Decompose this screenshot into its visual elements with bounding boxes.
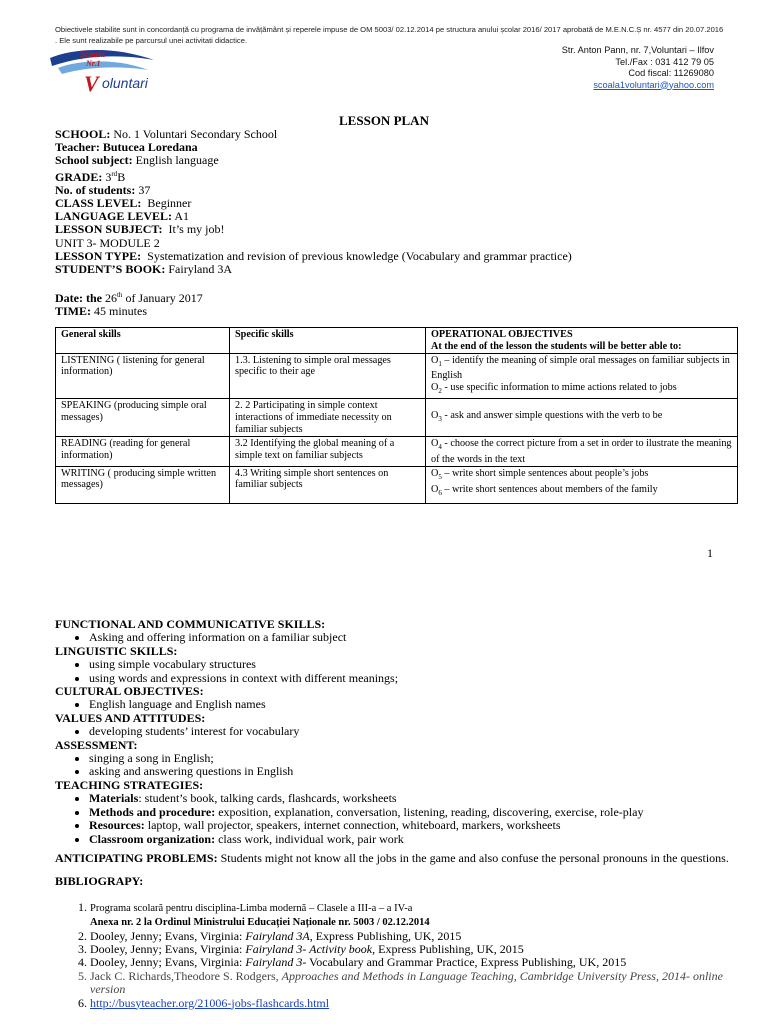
teaching-strategies-list xyxy=(55,792,745,846)
functional-skills-heading: FUNCTIONAL AND COMMUNICATIVE SKILLS: xyxy=(55,617,326,631)
info-unit: UNIT 3- MODULE 2 xyxy=(55,235,160,250)
info-lesson-subject: LESSON SUBJECT: It’s my job! xyxy=(55,222,225,237)
contact-phone: Tel./Fax : 031 412 79 05 xyxy=(615,56,714,67)
functional-skills-list xyxy=(55,631,745,644)
list-item: • Materials: student’s book, talking cards, flashcards, worksheets xyxy=(89,792,745,805)
contact-address: Str. Anton Pann, nr. 7,Voluntari – Ilfov xyxy=(561,45,714,55)
info-time: TIME: 45 minutes xyxy=(55,304,147,319)
info-date: Date: the 26th of January 2017 xyxy=(55,291,203,306)
skills-table xyxy=(55,327,738,504)
teaching-strategies-heading: TEACHING STRATEGIES: xyxy=(55,777,204,792)
school-contact xyxy=(562,45,714,91)
logo-initial: V xyxy=(84,71,99,96)
school-logo xyxy=(44,46,184,96)
bibliography-list xyxy=(55,901,745,1010)
list-item: • using simple vocabulary structures xyxy=(89,658,745,671)
logo-word: oluntari xyxy=(102,75,148,91)
info-lesson-type: LESSON TYPE: Systematization and revision of previous knowledge (Vocabulary and grammar practice) xyxy=(55,248,572,263)
values-list xyxy=(55,725,745,738)
list-item: • developing students’ interest for vocabulary xyxy=(89,725,745,738)
bibliography-item: 5. Jack C. Richards,Theodore S. Rodgers, Approaches and Methods in Language Teaching, Cambridge University Press, 2014- online version xyxy=(90,970,745,997)
info-language-level: LANGUAGE LEVEL: A1 xyxy=(55,209,190,224)
table-row: LISTENING ( listening for general information) 1.3. Listening to simple oral messages specific to their age $O_1$ – identify the meaning of simple oral messages on familiar subjects in English $O_2$ - use specific information to mime actions related to jobs xyxy=(56,353,738,398)
anticipating-problems: ANTICIPATING PROBLEMS: Students might not know all the jobs in the game and also confuse the personal pronouns in the questions. xyxy=(55,850,729,865)
contact-email-link[interactable]: scoala1voluntari@yahoo.com xyxy=(593,79,714,90)
table-row: READING (reading for general information) 3.2 Identifying the global meaning of a simple text on familiar subjects $O_4$ - choose the correct picture from a set in order to ilustrate the meaning of the words in the text xyxy=(56,437,738,467)
list-item: • Classroom organization: class work, individual work, pair work xyxy=(89,833,745,846)
header-objectives: OPERATIONAL OBJECTIVES At the end of the lesson the students will be better able to: xyxy=(426,328,738,354)
list-item: • Methods and procedure: exposition, explanation, conversation, listening, reading, discovering, exercise, role-play xyxy=(89,806,745,819)
bibliography-item: 4. Dooley, Jenny; Evans, Virginia: Fairyland 3- Vocabulary and Grammar Practice, Express Publishing, UK, 2015 xyxy=(90,956,745,969)
info-teacher: Teacher: Butucea Loredana xyxy=(55,140,198,155)
list-item: • using words and expressions in context with different meanings; xyxy=(89,672,745,685)
bibliography-heading: BIBLIOGRAPY: xyxy=(55,874,144,889)
document-title: LESSON PLAN xyxy=(339,113,429,128)
assessment-list xyxy=(55,752,745,779)
info-book: STUDENT’S BOOK: Fairyland 3A xyxy=(55,262,233,277)
table-row: SPEAKING (producing simple oral messages) 2. 2 Participating in simple context interactions of immediate necessity on familiar subjects $O_3$ - ask and answer simple questions with the verb to be xyxy=(56,399,738,437)
info-class-level: CLASS LEVEL: Beginner xyxy=(55,196,192,211)
contact-fiscal: Cod fiscal: 11269080 xyxy=(628,68,714,78)
list-item: • Asking and offering information on a familiar subject xyxy=(89,631,745,644)
values-heading: VALUES AND ATTITUDES: xyxy=(55,710,206,725)
table-header-row xyxy=(56,328,738,354)
linguistic-skills-list xyxy=(55,658,745,685)
header-disclaimer: Obiectivele stabilite sunt in concordanță cu programa de invățământ și reperele impuse de OM 5003/ 02.12.2014 pe structura anului școlar 2016/ 2017 aprobată de M.E.N.C.Ș nr. 4577 din 20.07.2016 . Ele sunt realizabile pe parcursul unei activitati didactice. xyxy=(55,25,724,45)
header-general-skills: General skills xyxy=(56,328,230,354)
list-item: • English language and English names xyxy=(89,698,745,711)
cultural-objectives-heading: CULTURAL OBJECTIVES: xyxy=(55,684,204,699)
logo-line1: Școala xyxy=(80,49,106,59)
table-row: WRITING ( producing simple written messages) 4.3 Writing simple short sentences on familiar subjects $O_5$ – write short simple sentences about people’s jobs $O_6$ – write short sentences about members of the family xyxy=(56,466,738,503)
info-students: No. of students: 37 xyxy=(55,182,151,197)
cultural-objectives-list xyxy=(55,698,745,711)
info-grade: GRADE: 3rdB xyxy=(55,169,126,184)
bibliography-item xyxy=(90,997,745,1010)
logo-line2: Nr.1 xyxy=(86,59,101,68)
linguistic-skills-heading: LINGUISTIC SKILLS: xyxy=(55,643,178,658)
bibliography-item: 2. Dooley, Jenny; Evans, Virginia: Fairyland 3A, Express Publishing, UK, 2015 xyxy=(90,930,745,943)
page-number: 1 xyxy=(707,546,713,560)
header-specific-skills: Specific skills xyxy=(230,328,426,354)
list-item: • singing a song in English; xyxy=(89,752,745,765)
lesson-details xyxy=(55,618,745,1010)
list-item: • Resources: laptop, wall projector, speakers, internet connection, whiteboard, markers, worksheets xyxy=(89,819,745,832)
bibliography-item: 1. Programa scolară pentru disciplina-Limba modernă – Clasele a III-a – a IV-a Anexa nr. 2 la Ordinul Ministrului Educației Naționale nr. 5003 / 02.12.2014 xyxy=(90,901,745,930)
lesson-info xyxy=(55,128,572,319)
bibliography-item: 3. Dooley, Jenny; Evans, Virginia: Fairyland 3- Activity book, Express Publishing, UK, 2015 xyxy=(90,943,745,956)
info-subject: School subject: English language xyxy=(55,153,219,168)
busyteacher-link[interactable]: http://busyteacher.org/21006-jobs-flashcards.html xyxy=(90,995,330,1010)
assessment-heading: ASSESSMENT: xyxy=(55,737,138,752)
list-item: • asking and answering questions in English xyxy=(89,765,745,778)
info-school: SCHOOL: No. 1 Voluntari Secondary School xyxy=(55,127,278,141)
